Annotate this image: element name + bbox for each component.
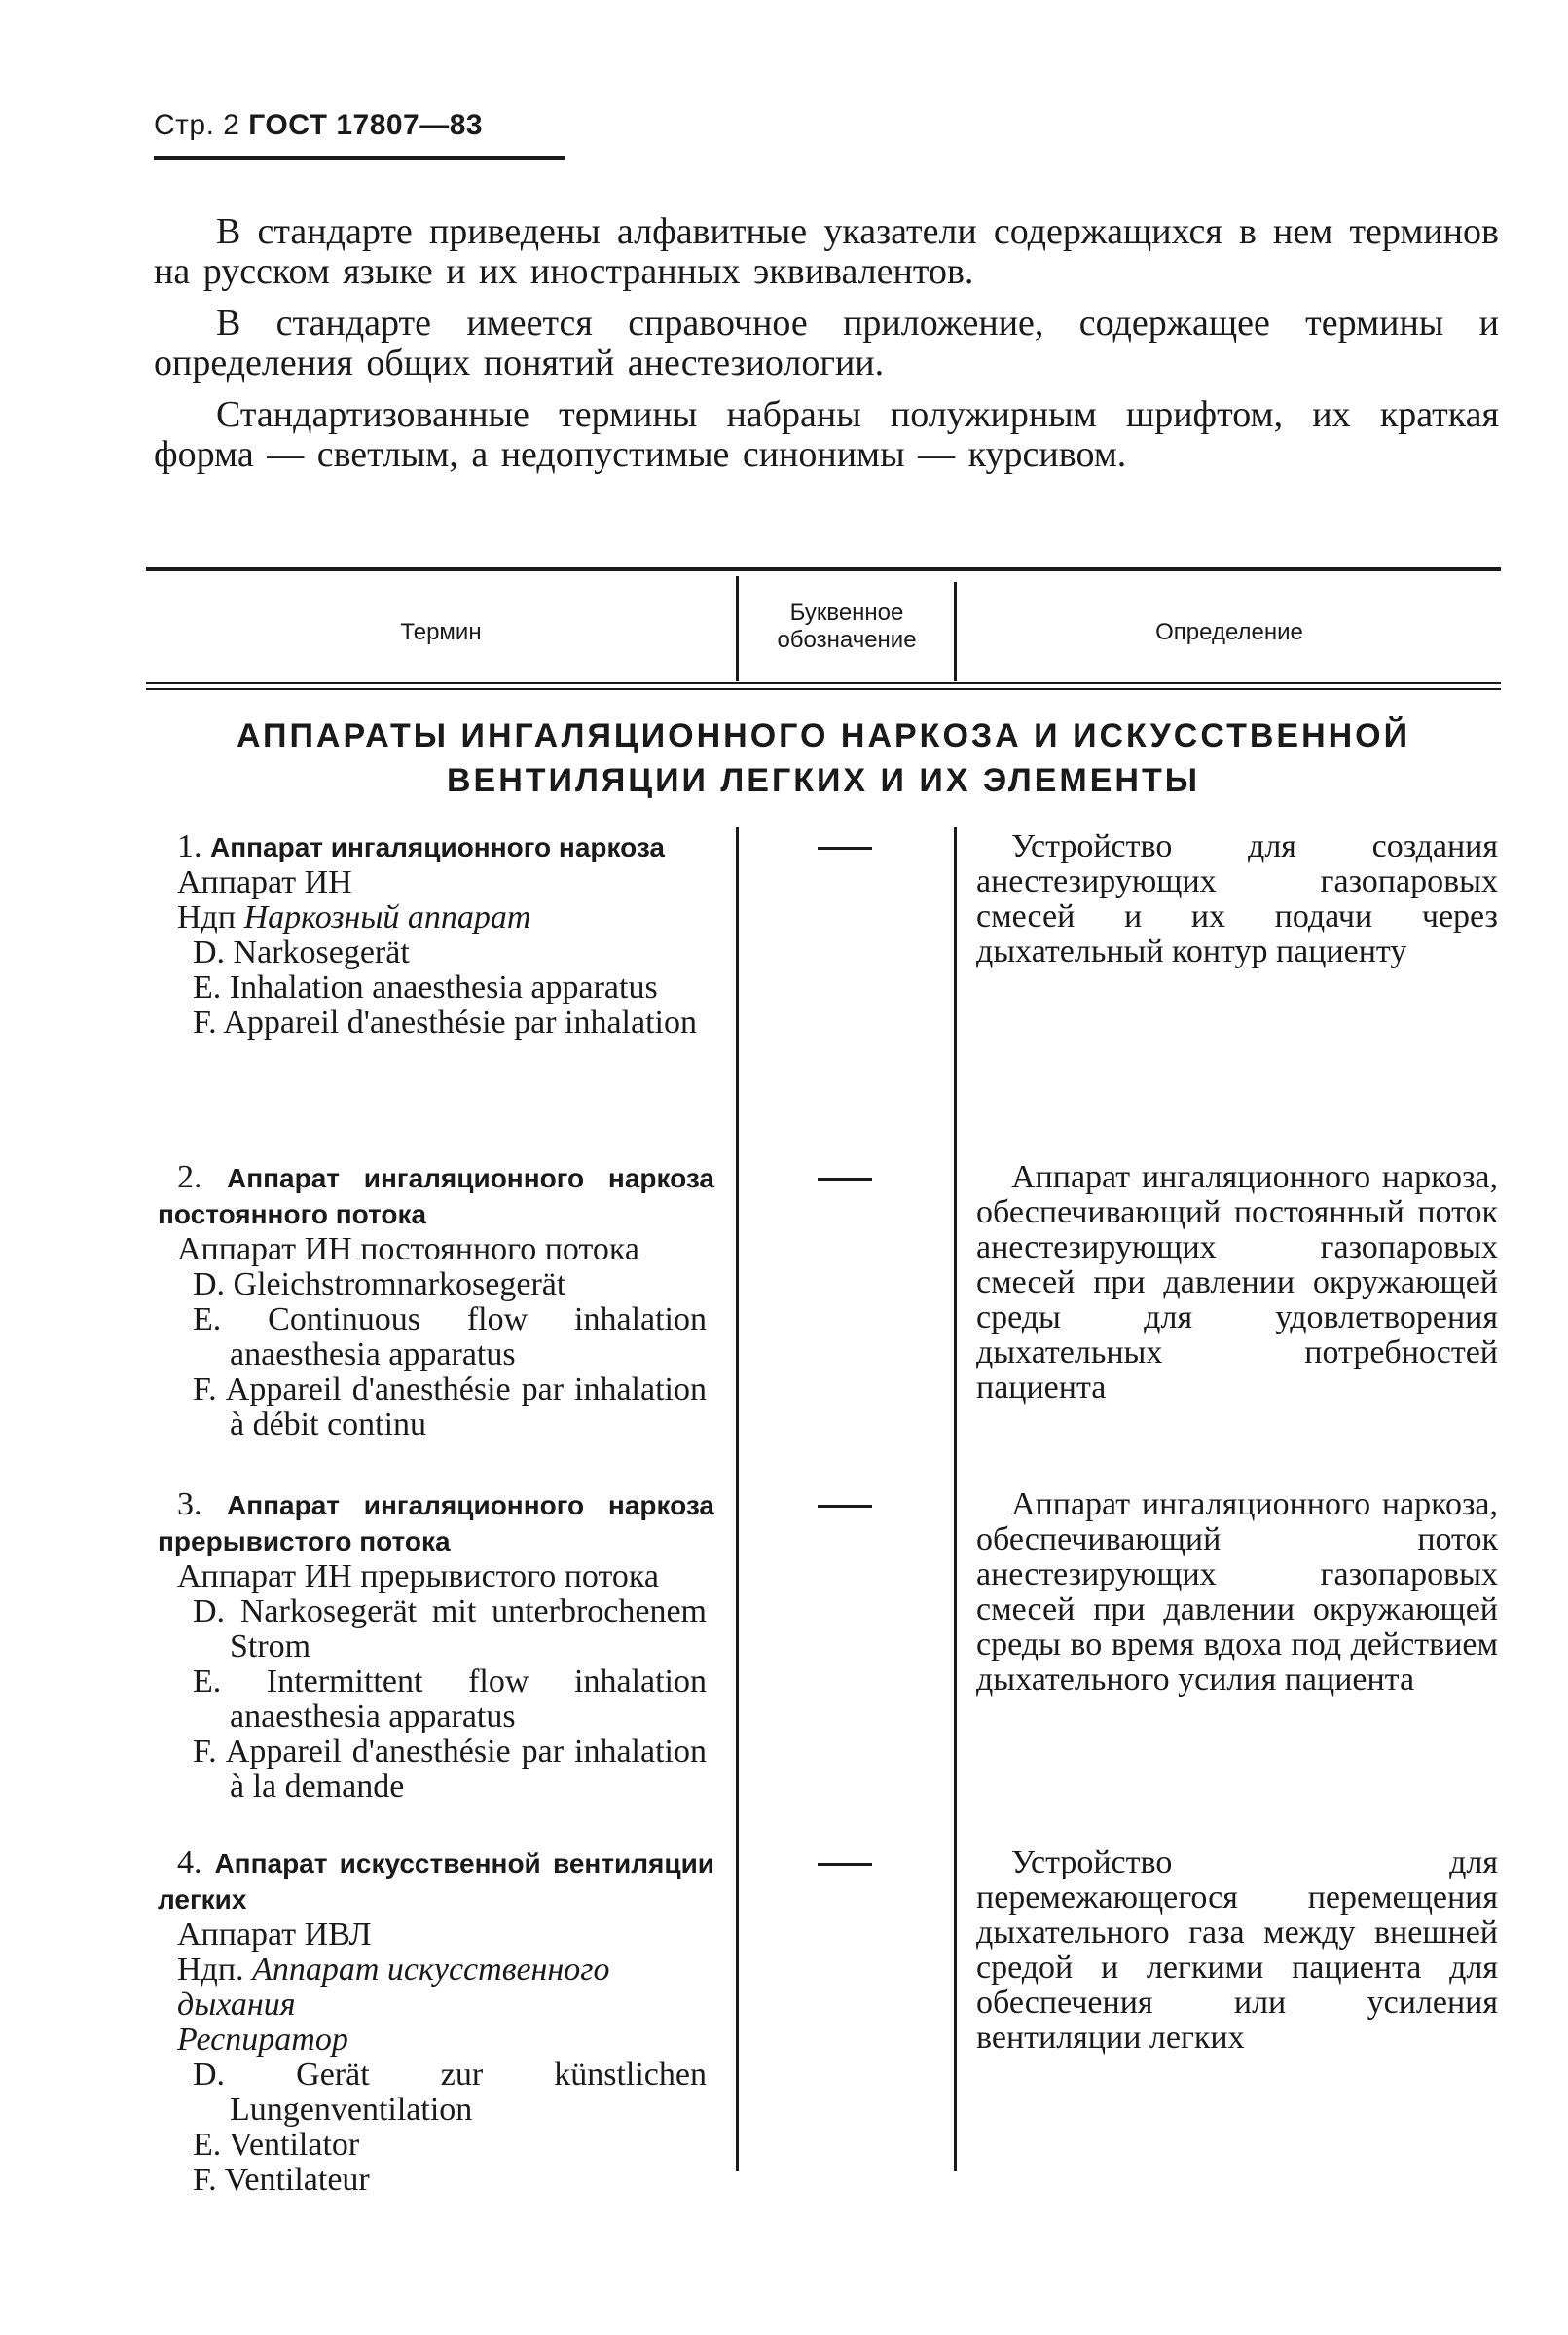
doc-code: ГОСТ 17807—83 <box>248 109 484 141</box>
column-header-symbol <box>740 600 954 654</box>
term-fr: F. Appareil d'anesthésie par inhalation à débit continu <box>193 1371 707 1442</box>
definition-text: Устройство для создания анестезирующих газопаровых смесей и их подачи через дыхательный контур пациенту <box>976 828 1498 969</box>
column-divider <box>954 582 957 681</box>
term-de: D. Gleichstromnarkosegerät <box>193 1266 566 1302</box>
forbidden-synonym: Наркозный аппарат <box>243 899 531 935</box>
term-definition-2 <box>976 1160 1498 1405</box>
term-number: 2. <box>177 1159 202 1195</box>
term-en: E. Intermittent flow inhalation anaesthesia apparatus <box>193 1663 707 1734</box>
term-forbidden <box>158 900 714 935</box>
term-number: 1. <box>177 828 202 864</box>
term-definition-1 <box>976 829 1498 969</box>
term-number: 3. <box>177 1486 202 1522</box>
term-short-form: Аппарат ИН прерывистого потока <box>177 1558 659 1594</box>
term-name: Аппарат ингаляционного наркоза прерывистого потока <box>158 1490 714 1556</box>
term-definition-3 <box>976 1487 1498 1697</box>
header-rule <box>154 156 565 160</box>
page-header <box>154 109 483 142</box>
section-title-line2: ВЕНТИЛЯЦИИ ЛЕГКИХ И ИХ ЭЛЕМЕНТЫ <box>446 762 1201 799</box>
forbidden-prefix: Ндп <box>177 899 237 935</box>
term-entry-1 <box>158 829 714 1040</box>
table-top-rule <box>146 567 1501 571</box>
term-fr: F. Ventilateur <box>193 2162 370 2198</box>
definition-text: Аппарат ингаляционного наркоза, обеспечивающий постоянный поток анестезирующих газопаровых смесей при давлении окружающей среды для удовлетворения дыхательных потребностей пациента <box>976 1159 1498 1405</box>
intro-paragraph-3: Стандартизованные термины набраны полужирным шрифтом, их краткая форма — светлым, а недопустимые синонимы — курсивом. <box>154 394 1499 475</box>
symbol-dash <box>818 1178 872 1181</box>
term-fr: F. Appareil d'anesthésie par inhalation <box>193 1004 697 1040</box>
term-en: E. Inhalation anaesthesia apparatus <box>193 969 658 1005</box>
term-entry-2 <box>158 1160 714 1442</box>
column-header-term: Термин <box>400 619 482 645</box>
column-divider <box>954 827 957 2171</box>
page-label: Стр. 2 <box>154 109 240 141</box>
table-head-rule <box>146 682 1501 684</box>
term-en: E. Continuous flow inhalation anaesthesia apparatus <box>193 1301 707 1372</box>
term-fr: F. Appareil d'anesthésie par inhalation à la demande <box>193 1733 707 1805</box>
section-title-line1: АППАРАТЫ ИНГАЛЯЦИОННОГО НАРКОЗА И ИСКУССТВЕННОЙ <box>236 717 1411 754</box>
term-short-form: Аппарат ИН <box>177 864 352 900</box>
term-de: D. Gerät zur künstlichen Lungenventilation <box>193 2057 707 2128</box>
column-header-symbol-line2: обозначение <box>777 627 917 653</box>
term-short-form: Аппарат ИВЛ <box>177 1916 372 1952</box>
term-definition-4 <box>976 1845 1498 2056</box>
definition-text: Устройство для перемежающегося перемещения дыхательного газа между внешней средой и легкими пациента для обеспечения или усиления вентиляции легких <box>976 1844 1498 2056</box>
term-forbidden-2: Респиратор <box>177 2022 348 2058</box>
term-en: E. Ventilator <box>193 2127 360 2163</box>
section-title <box>146 713 1501 803</box>
intro-paragraph-1: В стандарте приведены алфавитные указатели содержащихся в нем терминов на русском языке и их иностранных эквивалентов. <box>154 211 1499 292</box>
symbol-dash <box>818 1863 872 1866</box>
term-name: Аппарат ингаляционного наркоза постоянного потока <box>158 1163 714 1229</box>
term-name: Аппарат ингаляционного наркоза <box>210 832 665 862</box>
term-de: D. Narkosegerät mit unterbrochenem Strom <box>193 1593 707 1664</box>
column-header-symbol-line1: Буквенное <box>789 600 904 626</box>
term-short-form: Аппарат ИН постоянного потока <box>177 1231 639 1267</box>
column-divider <box>736 576 739 681</box>
definition-text: Аппарат ингаляционного наркоза, обеспечивающий поток анестезирующих газопаровых смесей при давлении окружающей среды во время вдоха под действием дыхательного усилия пациента <box>976 1486 1498 1697</box>
intro-paragraph-2: В стандарте имеется справочное приложение, содержащее термины и определения общих понятий анестезиологии. <box>154 303 1499 383</box>
term-de: D. Narkosegerät <box>193 934 410 970</box>
symbol-dash <box>818 1505 872 1508</box>
term-name: Аппарат искусственной вентиляции легких <box>158 1848 715 1915</box>
column-header-definition: Определение <box>1155 619 1303 645</box>
table-head-rule <box>146 688 1501 690</box>
forbidden-prefix: Ндп. <box>177 1952 244 1988</box>
term-entry-3 <box>158 1487 714 1805</box>
term-entry-4 <box>158 1845 714 2198</box>
intro-text <box>154 212 1499 487</box>
symbol-dash <box>818 847 872 850</box>
column-divider <box>736 827 739 2171</box>
forbidden-synonym: Аппарат искусственного дыхания <box>177 1952 610 2023</box>
term-number: 4. <box>177 1844 202 1880</box>
term-forbidden <box>158 1952 714 2023</box>
